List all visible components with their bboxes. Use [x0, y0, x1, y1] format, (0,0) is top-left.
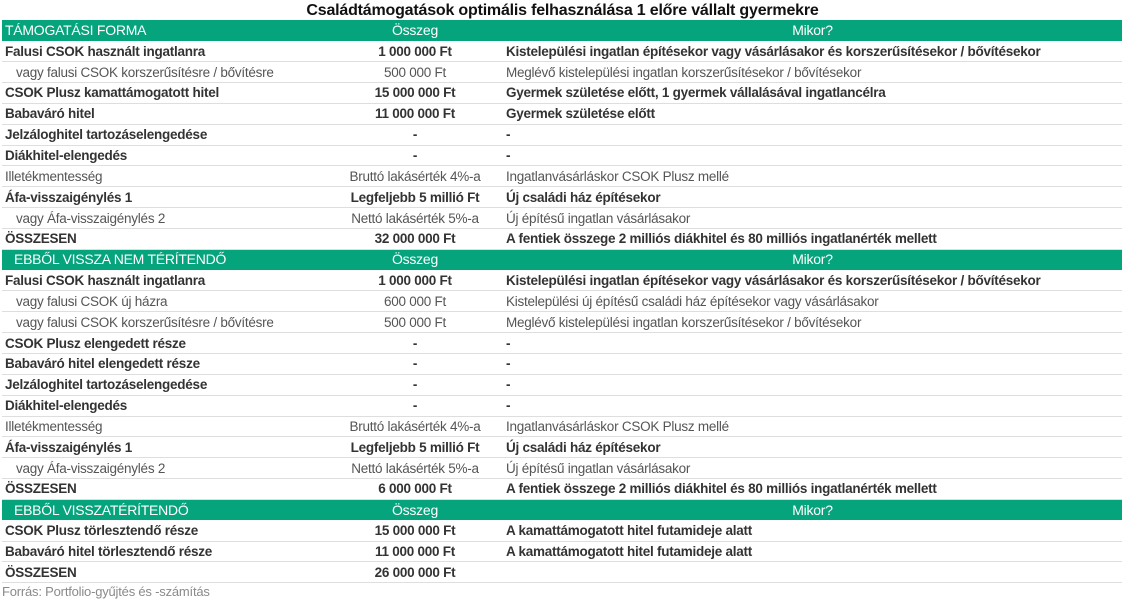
cell-when: A kamattámogatott hitel futamideje alatt — [502, 520, 1122, 541]
cell-amount: 15 000 000 Ft — [328, 520, 502, 541]
table-row — [2, 208, 1122, 229]
table-row — [2, 145, 1122, 166]
family-support-table — [2, 20, 1122, 583]
section-header-row — [2, 249, 1122, 270]
cell-support-form: vagy Áfa-visszaigénylés 2 — [2, 458, 328, 479]
header-amount: Összeg — [328, 249, 502, 270]
cell-amount: Bruttó lakásérték 4%-a — [328, 416, 502, 437]
table-row — [2, 354, 1122, 375]
table-row — [2, 83, 1122, 104]
section-header-row — [2, 499, 1122, 520]
cell-amount: 500 000 Ft — [328, 62, 502, 83]
cell-when: Új építésű ingatlan vásárlásakor — [502, 208, 1122, 229]
cell-support-form: CSOK Plusz elengedett része — [2, 333, 328, 354]
cell-amount: - — [328, 374, 502, 395]
cell-amount: 500 000 Ft — [328, 312, 502, 333]
cell-support-form: Jelzáloghitel tartozáselengedése — [2, 374, 328, 395]
cell-support-form: Babaváró hitel — [2, 103, 328, 124]
cell-when: Ingatlanvásárláskor CSOK Plusz mellé — [502, 166, 1122, 187]
cell-support-form: vagy falusi CSOK korszerűsítésre / bővítésre — [2, 62, 328, 83]
table-row — [2, 374, 1122, 395]
table-row — [2, 458, 1122, 479]
cell-support-form: ÖSSZESEN — [2, 228, 328, 249]
cell-amount: 1 000 000 Ft — [328, 41, 502, 62]
cell-amount: 11 000 000 Ft — [328, 541, 502, 562]
cell-support-form: CSOK Plusz törlesztendő része — [2, 520, 328, 541]
table-row — [2, 41, 1122, 62]
header-amount: Összeg — [328, 20, 502, 41]
cell-when: Kistelepülési ingatlan építésekor vagy vásárlásakor és korszerűsítésekor / bővítésekor — [502, 270, 1122, 291]
cell-amount: Nettó lakásérték 5%-a — [328, 208, 502, 229]
header-when: Mikor? — [502, 20, 1122, 41]
cell-support-form: vagy falusi CSOK korszerűsítésre / bővítésre — [2, 312, 328, 333]
cell-when: - — [502, 145, 1122, 166]
cell-when: Gyermek születése előtt, 1 gyermek vállalásával ingatlancélra — [502, 83, 1122, 104]
cell-amount: - — [328, 145, 502, 166]
table-row — [2, 437, 1122, 458]
cell-amount: Bruttó lakásérték 4%-a — [328, 166, 502, 187]
table-row — [2, 562, 1122, 583]
cell-support-form: CSOK Plusz kamattámogatott hitel — [2, 83, 328, 104]
cell-support-form: Áfa-visszaigénylés 1 — [2, 187, 328, 208]
cell-amount: - — [328, 354, 502, 375]
cell-when: Új építésű ingatlan vásárlásakor — [502, 458, 1122, 479]
cell-support-form: vagy falusi CSOK új házra — [2, 291, 328, 312]
cell-support-form: Babaváró hitel elengedett része — [2, 354, 328, 375]
table-row — [2, 270, 1122, 291]
cell-when: A kamattámogatott hitel futamideje alatt — [502, 541, 1122, 562]
table-title: Családtámogatások optimális felhasználása 1 előre vállalt gyermekre — [306, 2, 819, 19]
cell-when: Kistelepülési ingatlan építésekor vagy vásárlásakor és korszerűsítésekor / bővítésekor — [502, 41, 1122, 62]
header-amount: Összeg — [328, 499, 502, 520]
cell-amount: 32 000 000 Ft — [328, 228, 502, 249]
cell-support-form: Illetékmentesség — [2, 416, 328, 437]
cell-when: Meglévő kistelepülési ingatlan korszerűsítésekor / bővítésekor — [502, 312, 1122, 333]
cell-amount: 26 000 000 Ft — [328, 562, 502, 583]
table-row — [2, 291, 1122, 312]
cell-amount: 11 000 000 Ft — [328, 103, 502, 124]
cell-when: A fentiek összege 2 milliós diákhitel és 80 milliós ingatlanérték mellett — [502, 228, 1122, 249]
table-row — [2, 479, 1122, 500]
table-row — [2, 103, 1122, 124]
cell-when: - — [502, 333, 1122, 354]
table-row — [2, 187, 1122, 208]
table-row — [2, 520, 1122, 541]
table-row — [2, 228, 1122, 249]
cell-support-form: vagy Áfa-visszaigénylés 2 — [2, 208, 328, 229]
cell-amount: Nettó lakásérték 5%-a — [328, 458, 502, 479]
cell-support-form: Babaváró hitel törlesztendő része — [2, 541, 328, 562]
cell-support-form: Áfa-visszaigénylés 1 — [2, 437, 328, 458]
table-row — [2, 395, 1122, 416]
cell-support-form: ÖSSZESEN — [2, 479, 328, 500]
cell-support-form: Falusi CSOK használt ingatlanra — [2, 41, 328, 62]
cell-when: A fentiek összege 2 milliós diákhitel és 80 milliós ingatlanérték mellett — [502, 479, 1122, 500]
cell-amount: Legfeljebb 5 millió Ft — [328, 187, 502, 208]
section-header-row — [2, 20, 1122, 41]
cell-amount: 15 000 000 Ft — [328, 83, 502, 104]
table-row — [2, 541, 1122, 562]
cell-amount: 600 000 Ft — [328, 291, 502, 312]
cell-when: Kistelepülési új építésű családi ház építésekor vagy vásárlásakor — [502, 291, 1122, 312]
header-support-form: EBBŐL VISSZATÉRÍTENDŐ — [2, 499, 328, 520]
cell-amount: Legfeljebb 5 millió Ft — [328, 437, 502, 458]
cell-when: - — [502, 354, 1122, 375]
header-support-form: TÁMOGATÁSI FORMA — [2, 20, 328, 41]
cell-support-form: Illetékmentesség — [2, 166, 328, 187]
header-when: Mikor? — [502, 249, 1122, 270]
cell-support-form: ÖSSZESEN — [2, 562, 328, 583]
header-when: Mikor? — [502, 499, 1122, 520]
cell-support-form: Diákhitel-elengedés — [2, 145, 328, 166]
header-support-form: EBBŐL VISSZA NEM TÉRÍTENDŐ — [2, 249, 328, 270]
cell-amount: 1 000 000 Ft — [328, 270, 502, 291]
cell-when: - — [502, 374, 1122, 395]
table-row — [2, 312, 1122, 333]
cell-when: Ingatlanvásárláskor CSOK Plusz mellé — [502, 416, 1122, 437]
cell-support-form: Falusi CSOK használt ingatlanra — [2, 270, 328, 291]
cell-when: Új családi ház építésekor — [502, 437, 1122, 458]
cell-when: Meglévő kistelepülési ingatlan korszerűsítésekor / bővítésekor — [502, 62, 1122, 83]
table-row — [2, 416, 1122, 437]
cell-amount: - — [328, 124, 502, 145]
table-row — [2, 62, 1122, 83]
table-row — [2, 124, 1122, 145]
cell-support-form: Jelzáloghitel tartozáselengedése — [2, 124, 328, 145]
cell-amount: 6 000 000 Ft — [328, 479, 502, 500]
cell-when: Új családi ház építésekor — [502, 187, 1122, 208]
source-note: Forrás: Portfolio-gyűjtés és -számítás — [2, 584, 210, 599]
table-row — [2, 166, 1122, 187]
cell-when — [502, 562, 1122, 583]
table-row — [2, 333, 1122, 354]
cell-when: - — [502, 395, 1122, 416]
cell-when: - — [502, 124, 1122, 145]
cell-support-form: Diákhitel-elengedés — [2, 395, 328, 416]
cell-amount: - — [328, 395, 502, 416]
cell-when: Gyermek születése előtt — [502, 103, 1122, 124]
cell-amount: - — [328, 333, 502, 354]
table-body — [2, 20, 1122, 583]
